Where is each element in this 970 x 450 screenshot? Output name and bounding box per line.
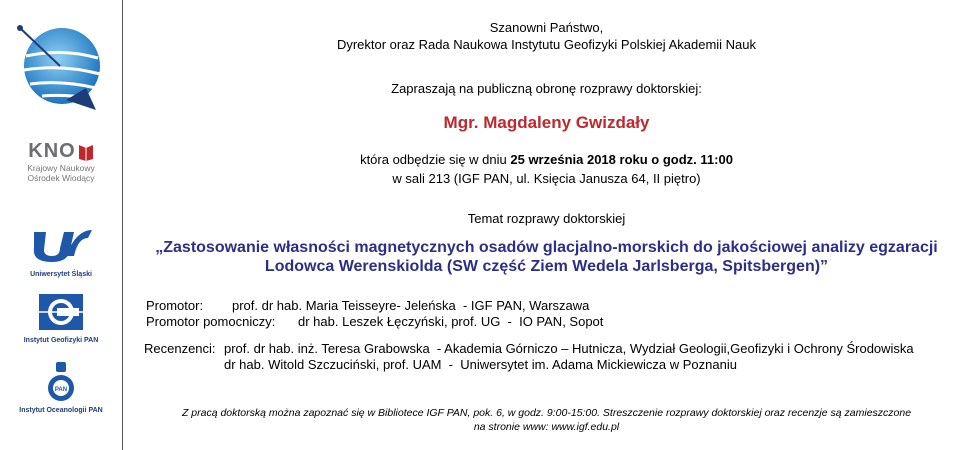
globe-icon <box>0 18 122 118</box>
iopan-label: Instytut Oceanologii PAN <box>19 407 103 414</box>
iopan-mark: PAN <box>54 387 68 393</box>
igf-pan-logo <box>0 292 122 344</box>
reviewers-label: Recenzenci: <box>144 341 216 356</box>
invitation-content <box>123 0 970 450</box>
date-line <box>123 152 970 168</box>
igf-pan-emblem-icon <box>35 292 87 332</box>
assistant-promotor-value: dr hab. Leszek Łęczyński, prof. UG - IO PAN, Sopot <box>298 314 604 329</box>
us-logo <box>0 226 122 278</box>
topic-heading: Temat rozprawy doktorskiej <box>467 211 626 226</box>
reviewer-1: prof. dr hab. inż. Teresa Grabowska - Akademia Górniczo – Hutnicza, Wydział Geologii,Geofizyki i Ochrony Środowiska <box>224 341 914 356</box>
authority: Dyrektor oraz Rada Naukowa Instytutu Geofizyki Polskiej Akademii Nauk <box>336 37 757 52</box>
promotor-value: prof. dr hab. Maria Teisseyre- Jeleńska - IGF PAN, Warszawa <box>232 298 590 313</box>
promotor-label: Promotor: <box>146 298 204 313</box>
kno-wordmark: KNO <box>28 140 76 162</box>
igf-globe-logo <box>0 18 122 123</box>
iopan-logo <box>0 360 122 414</box>
kno-logo <box>0 140 122 183</box>
invitation-text: Zapraszają na publiczną obronę rozprawy doktorskiej: <box>391 81 702 96</box>
thesis-title-line2: Lodowca Werenskiolda (SW część Ziem Wedela Jarlsberga, Spitsbergen)” <box>264 258 829 275</box>
location-line: w sali 213 (IGF PAN, ul. Księcia Janusza 64, II piętro) <box>392 171 701 186</box>
candidate-name: Mgr. Magdaleny Gwizdały <box>443 113 650 132</box>
iopan-emblem-icon <box>46 360 76 402</box>
us-label: Uniwersytet Śląski <box>30 271 92 278</box>
logo-sidebar <box>0 0 123 450</box>
footer-line1: Z pracą doktorską można zapoznać się w Bibliotece IGF PAN, pok. 6, w godz. 9:00-15:00. Streszczenie rozprawy doktorskiej oraz recenzje są zamieszczone <box>181 407 912 419</box>
reviewer-2: dr hab. Witold Szczuciński, prof. UAM - Uniwersytet im. Adama Mickiewicza w Poznaniu <box>224 357 737 372</box>
thesis-title-line1: „Zastosowanie własności magnetycznych osadów glacjalno-morskich do jakościowej analizy egzaracji <box>155 239 938 256</box>
date-prefix: która odbędzie się w dniu <box>360 152 511 167</box>
assistant-promotor-label: Promotor pomocniczy: <box>146 314 276 329</box>
date-time: 25 września 2018 roku o godz. 11:00 <box>510 152 733 167</box>
kno-caption-line1: Krajowy Naukowy <box>27 163 95 173</box>
kno-caption-line2: Ośrodek Wiodący <box>27 173 95 183</box>
igf-pan-label: Instytut Geofizyki PAN <box>23 337 99 344</box>
us-emblem-icon <box>26 226 96 266</box>
greeting: Szanowni Państwo, <box>489 20 604 35</box>
footer-line2: na stronie www: www.igf.edu.pl <box>473 421 620 433</box>
book-icon <box>78 143 94 161</box>
